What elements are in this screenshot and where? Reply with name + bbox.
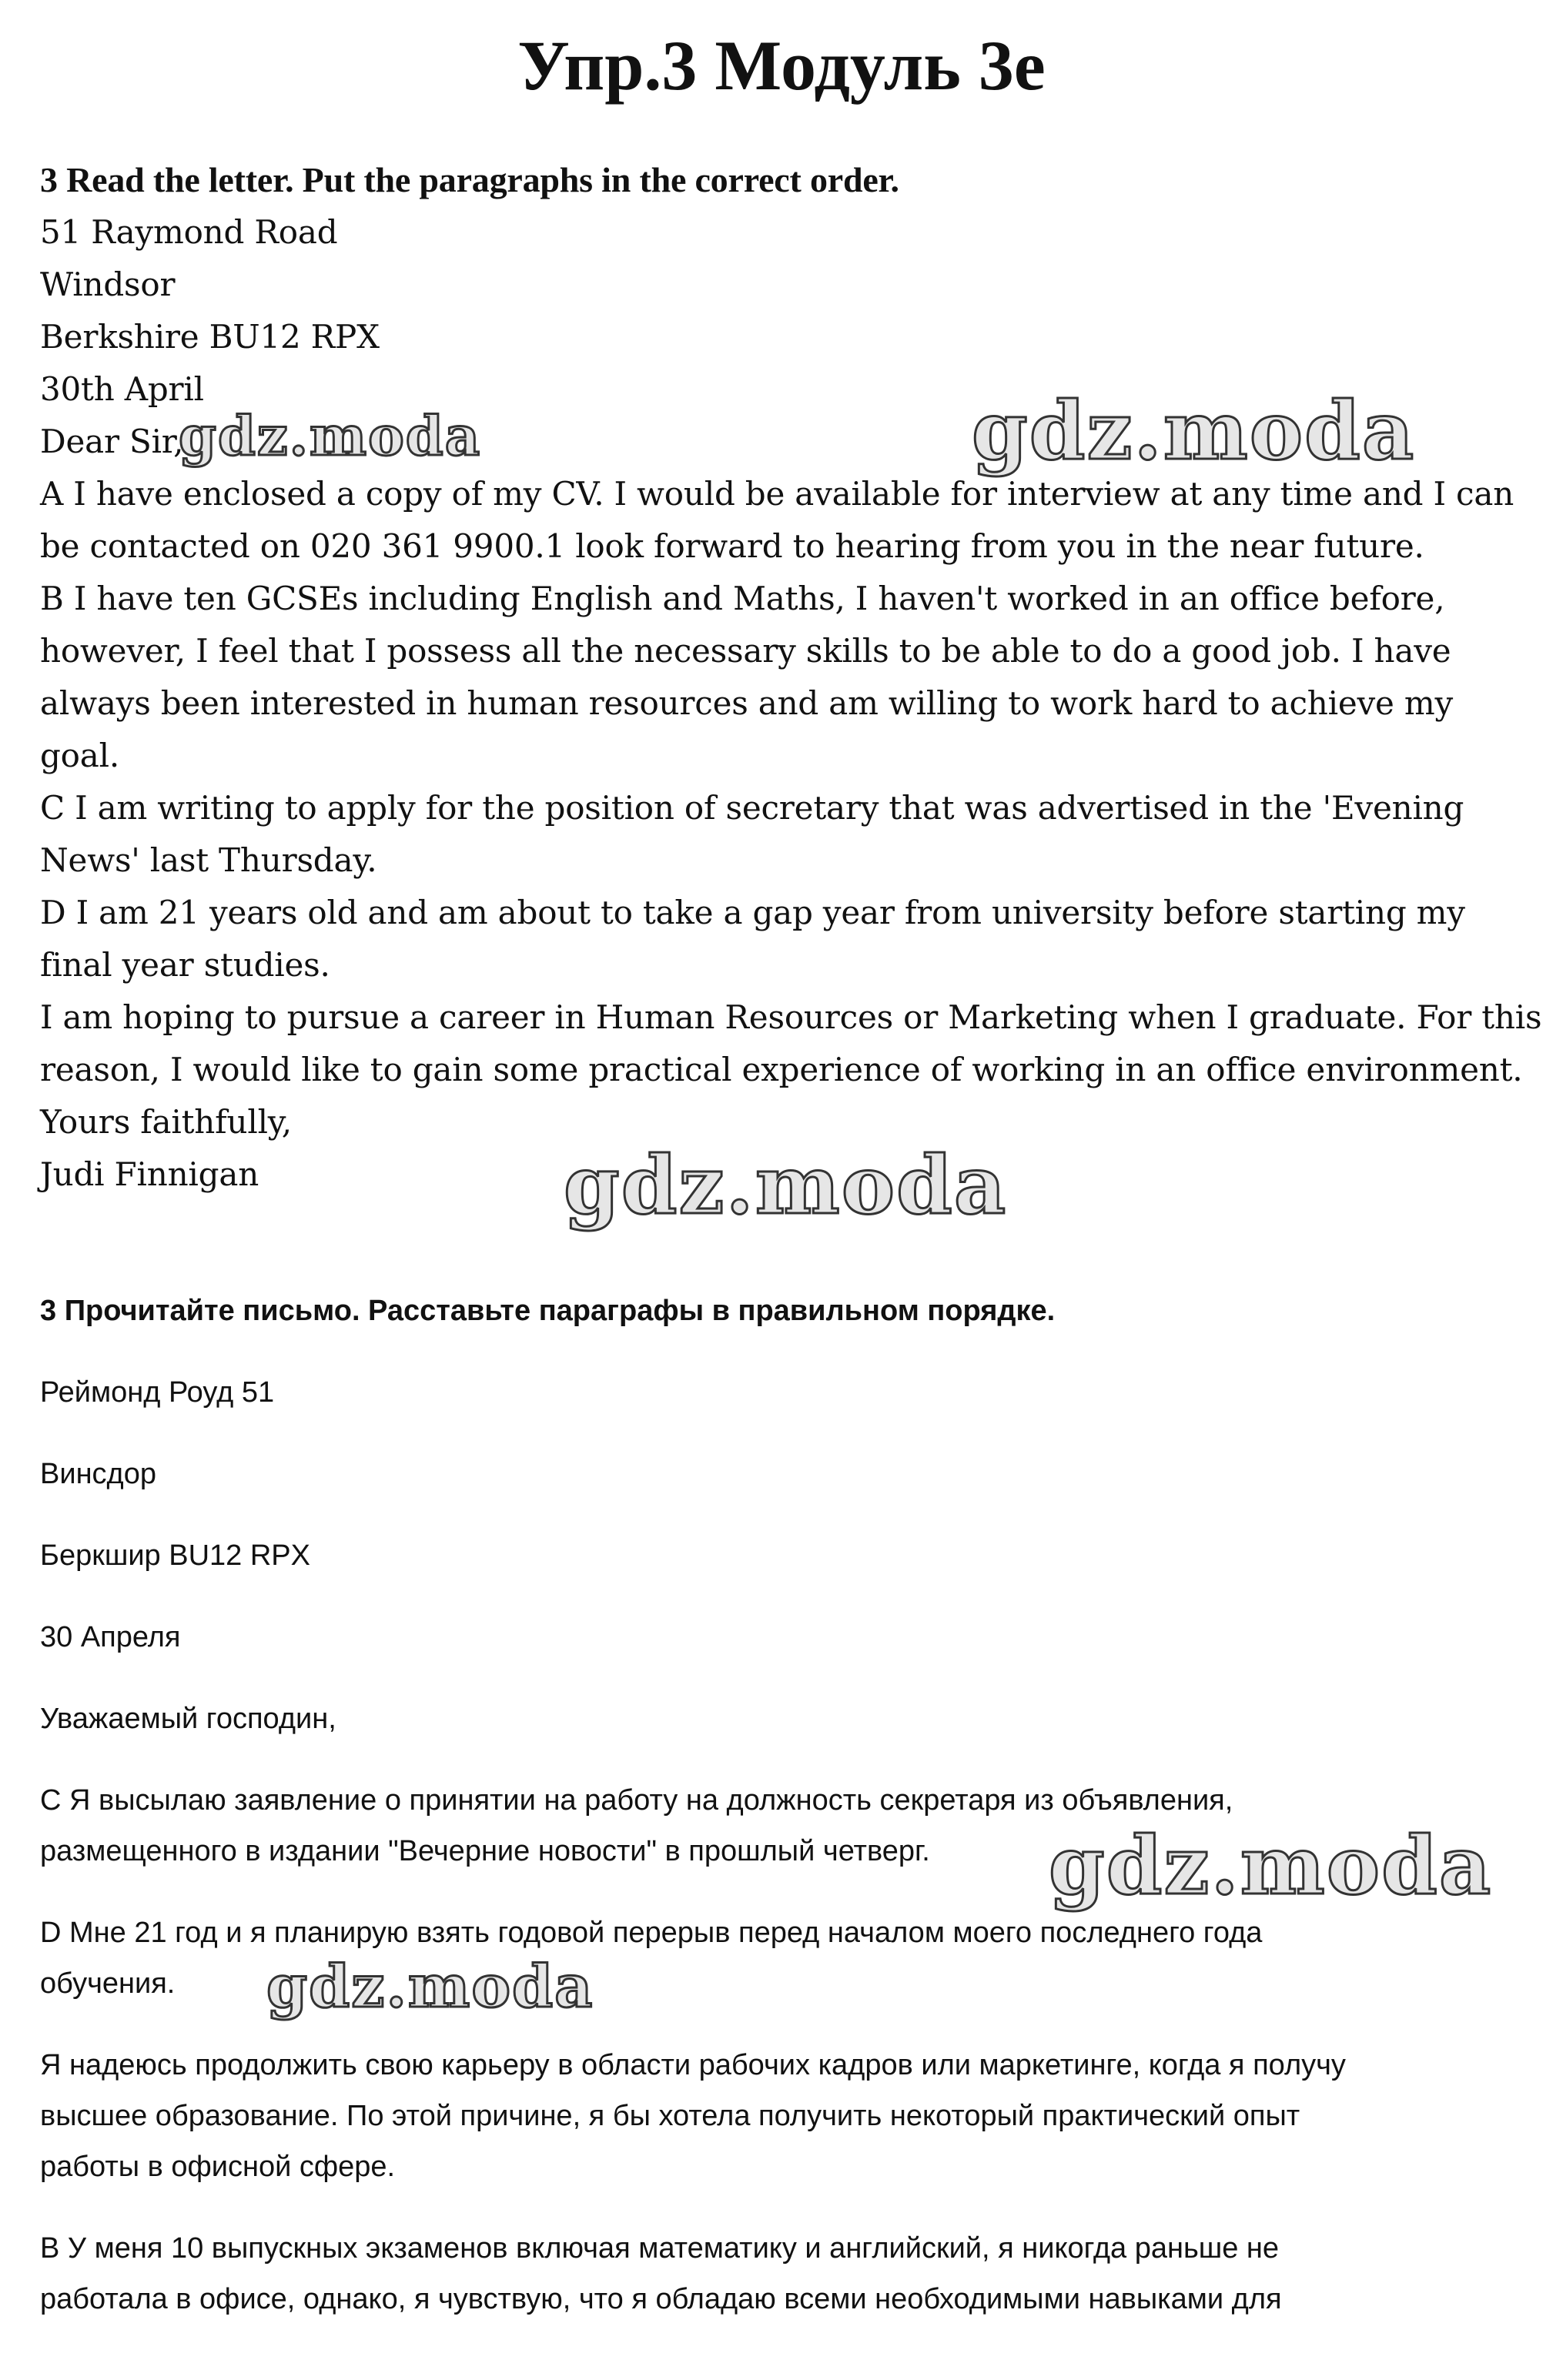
english-line: 51 Raymond Road [40,213,338,251]
english-line: I am hoping to pursue a career in Human Resources or Marketing when I graduate. For this [40,998,1542,1036]
english-line: B I have ten GCSEs including English and Maths, I haven't worked in an office before, [40,580,1445,617]
english-line: goal. [40,737,119,774]
english-line: always been interested in human resources and am willing to work hard to achieve my [40,684,1453,722]
watermark-logo: gdz.moda [972,383,1416,478]
english-letter [40,154,1549,1201]
russian-paragraph-b-line: работала в офисе, однако, я чувствую, что я обладаю всеми необходимыми навыками для [40,2283,1282,2315]
russian-address-street: Реймонд Роуд 51 [40,1376,275,1409]
russian-instruction: 3 Прочитайте письмо. Расставьте параграфы в правильном порядке. [40,1295,1056,1327]
russian-address-county: Беркшир BU12 RPX [40,1539,310,1572]
english-line: however, I feel that I possess all the necessary skills to be able to do a good job. I have [40,632,1451,670]
russian-greeting: Уважаемый господин, [40,1703,336,1735]
watermark-logo: gdz.moda [179,404,482,468]
english-line: Yours faithfully, [40,1103,292,1141]
russian-paragraph-c-line: С Я высылаю заявление о принятии на работу на должность секретаря из объявления, [40,1784,1233,1817]
russian-translation [40,1285,1549,2325]
russian-paragraph-c-line: размещенного в издании "Вечерние новости" в прошлый четверг. [40,1835,930,1867]
english-line: C I am writing to apply for the position of secretary that was advertised in the 'Evening [40,789,1464,827]
english-line: 30th April [40,370,204,408]
russian-paragraph-b-line: В У меня 10 выпускных экзаменов включая математику и английский, я никогда раньше не [40,2232,1280,2265]
english-line: Dear Sir, [40,423,184,460]
russian-paragraph-hope-line: Я надеюсь продолжить свою карьеру в области рабочих кадров или маркетинге, когда я получу [40,2049,1346,2081]
english-line: reason, I would like to gain some practical experience of working in an office environment. [40,1051,1523,1088]
english-line: Judi Finnigan [40,1155,259,1193]
page-title: Упр.3 Модуль 3е [517,26,1046,105]
english-line: be contacted on 020 361 9900.1 look forward to hearing from you in the near future. [40,527,1424,565]
english-line: Windsor [40,266,176,303]
english-line: A I have enclosed a copy of my CV. I would be available for interview at any time and I can [40,475,1514,513]
russian-paragraph-hope-line: работы в офисной сфере. [40,2151,396,2183]
russian-date: 30 Апреля [40,1621,181,1653]
english-line: D I am 21 years old and am about to take a gap year from university before starting my [40,894,1465,931]
watermark-logo: gdz.moda [564,1138,1008,1232]
russian-paragraph-d-line: D Мне 21 год и я планирую взять годовой перерыв перед началом моего последнего года [40,1917,1263,1949]
russian-paragraph-d-line: обучения. [40,1967,176,2000]
watermark-logo: gdz.moda [266,1952,594,2021]
watermark-logo: gdz.moda [1049,1818,1493,1913]
english-line: final year studies. [40,946,330,984]
english-line: Berkshire BU12 RPX [40,318,380,356]
english-instruction: 3 Read the letter. Put the paragraphs in the correct order. [40,160,899,199]
russian-paragraph-hope-line: высшее образование. По этой причине, я бы хотела получить некоторый практический опыт [40,2100,1300,2132]
english-line: News' last Thursday. [40,841,377,879]
russian-address-town: Винсдор [40,1458,156,1490]
